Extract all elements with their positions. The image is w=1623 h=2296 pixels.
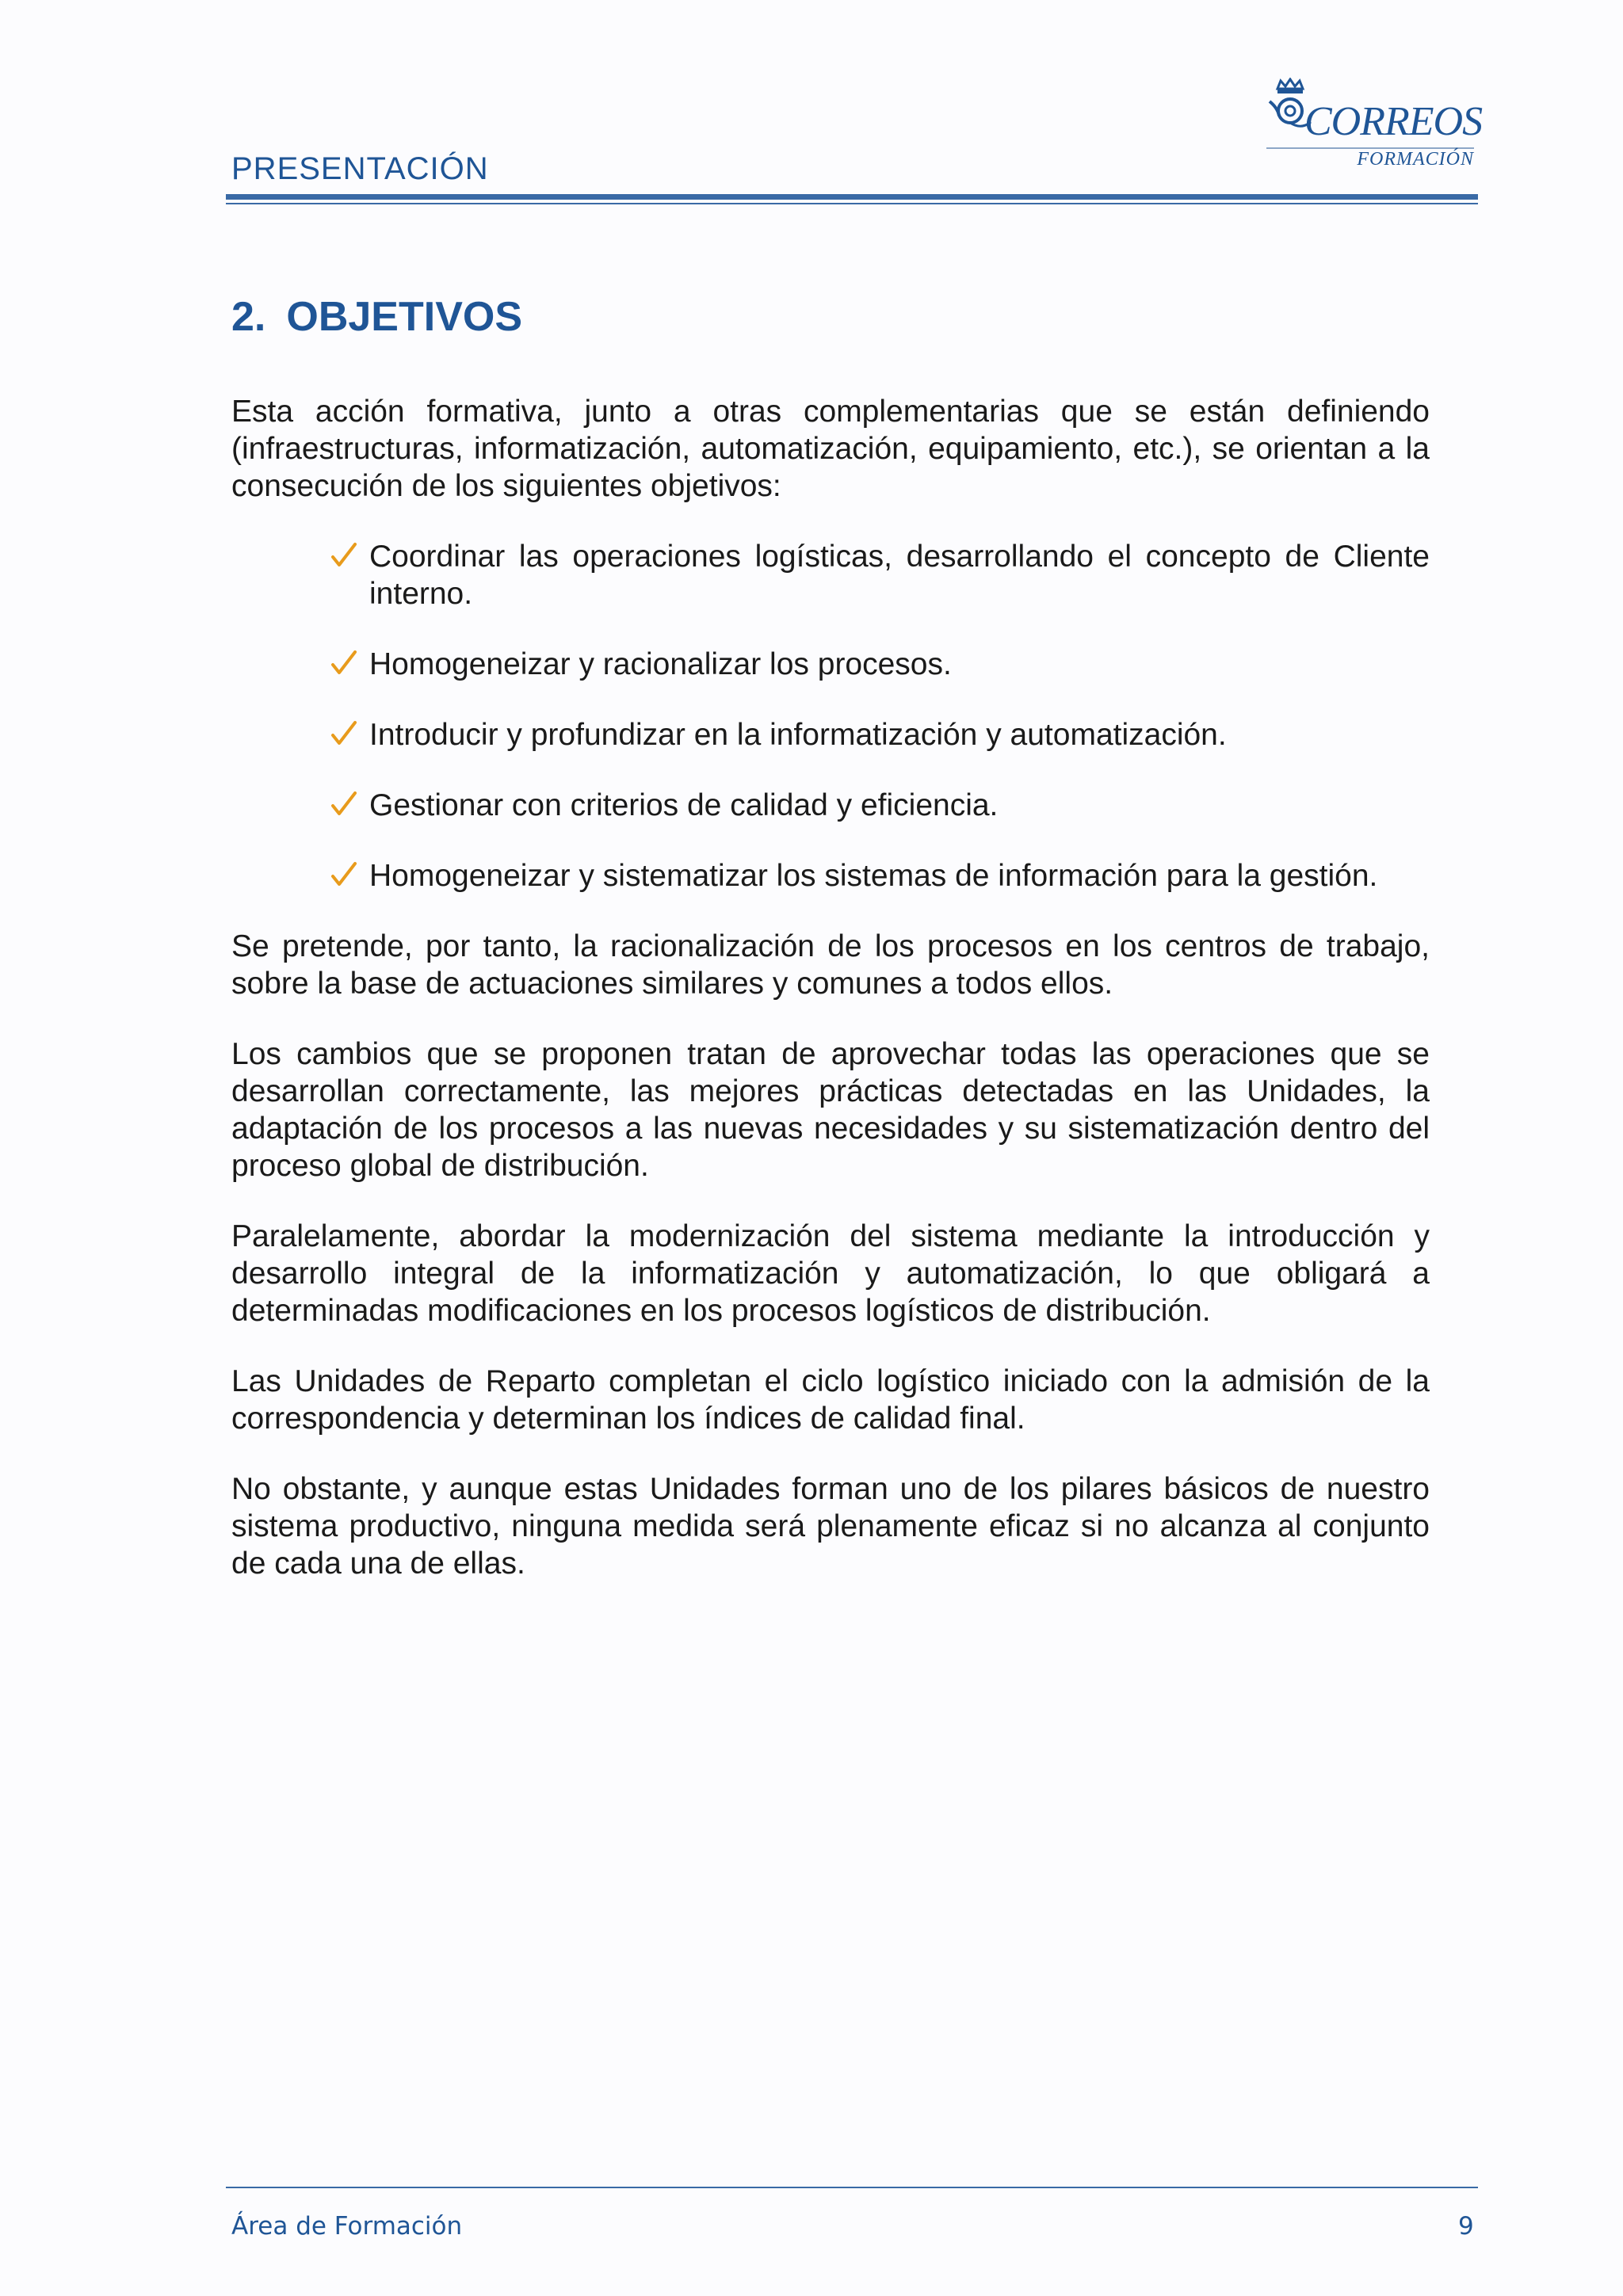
body-paragraph: No obstante, y aunque estas Unidades forman uno de los pilares básicos de nuestro sistema productivo, ninguna medida será plenamente eficaz si no alcanza al conjunto de cada una de ellas. (231, 1472, 1430, 1581)
objective-item (369, 857, 1430, 894)
objective-text: Gestionar con criterios de calidad y eficiencia. (369, 788, 999, 822)
checkmark-icon (330, 540, 358, 571)
correos-formacion-logo (1266, 78, 1483, 176)
page-number: 9 (1458, 2212, 1474, 2241)
body-paragraph: Las Unidades de Reparto completan el ciclo logístico iniciado con la admisión de la correspondencia y determinan los índices de calidad final. (231, 1364, 1430, 1436)
objective-text: Introducir y profundizar en la informatización y automatización. (369, 718, 1227, 752)
body-paragraph: Los cambios que se proponen tratan de aprovechar todas las operaciones que se desarrollan correctamente, las mejores prácticas detectadas en las Unidades, la adaptación de los procesos a las nuevas necesidades y su sistematización dentro del proceso global de distribución. (231, 1037, 1430, 1183)
objective-text: Homogeneizar y racionalizar los procesos. (369, 647, 952, 681)
logo-wordmark: CORREOS (1304, 99, 1483, 144)
objective-item (369, 538, 1430, 612)
checkmark-icon (330, 788, 358, 820)
header-divider-thin (226, 203, 1478, 204)
checkmark-icon (330, 859, 358, 891)
checkmark-icon (330, 718, 358, 749)
header-title: PRESENTACIÓN (231, 151, 489, 186)
checkmark-icon (330, 647, 358, 679)
body-paragraph: Se pretende, por tanto, la racionalización de los procesos en los centros de trabajo, sobre la base de actuaciones similares y comunes a todos ellos. (231, 929, 1430, 1001)
footer-label: Área de Formación (231, 2212, 463, 2241)
section-number: 2. (231, 294, 266, 340)
objective-item (369, 716, 1430, 753)
objective-text: Coordinar las operaciones logísticas, desarrollando el concepto de Cliente interno. (369, 540, 1430, 611)
header-divider (226, 194, 1478, 200)
section-title: OBJETIVOS (286, 294, 523, 340)
objective-item (369, 787, 1430, 824)
footer-divider (226, 2187, 1478, 2188)
body-content (231, 393, 1430, 1615)
logo-subtitle: FORMACIÓN (1357, 149, 1474, 170)
section-heading (231, 293, 522, 341)
objective-item (369, 646, 1430, 683)
objectives-list (231, 538, 1430, 894)
body-paragraph: Paralelamente, abordar la modernización del sistema mediante la introducción y desarrollo integral de la informatización y automatización, lo que obligará a determinadas modificaciones en los procesos logísticos de distribución. (231, 1219, 1430, 1328)
intro-paragraph: Esta acción formativa, junto a otras complementarias que se están definiendo (infraestructuras, informatización, automatización, equipamiento, etc.), se orientan a la consecución de los siguientes objetivos: (231, 395, 1430, 503)
objective-text: Homogeneizar y sistematizar los sistemas de información para la gestión. (369, 859, 1378, 893)
